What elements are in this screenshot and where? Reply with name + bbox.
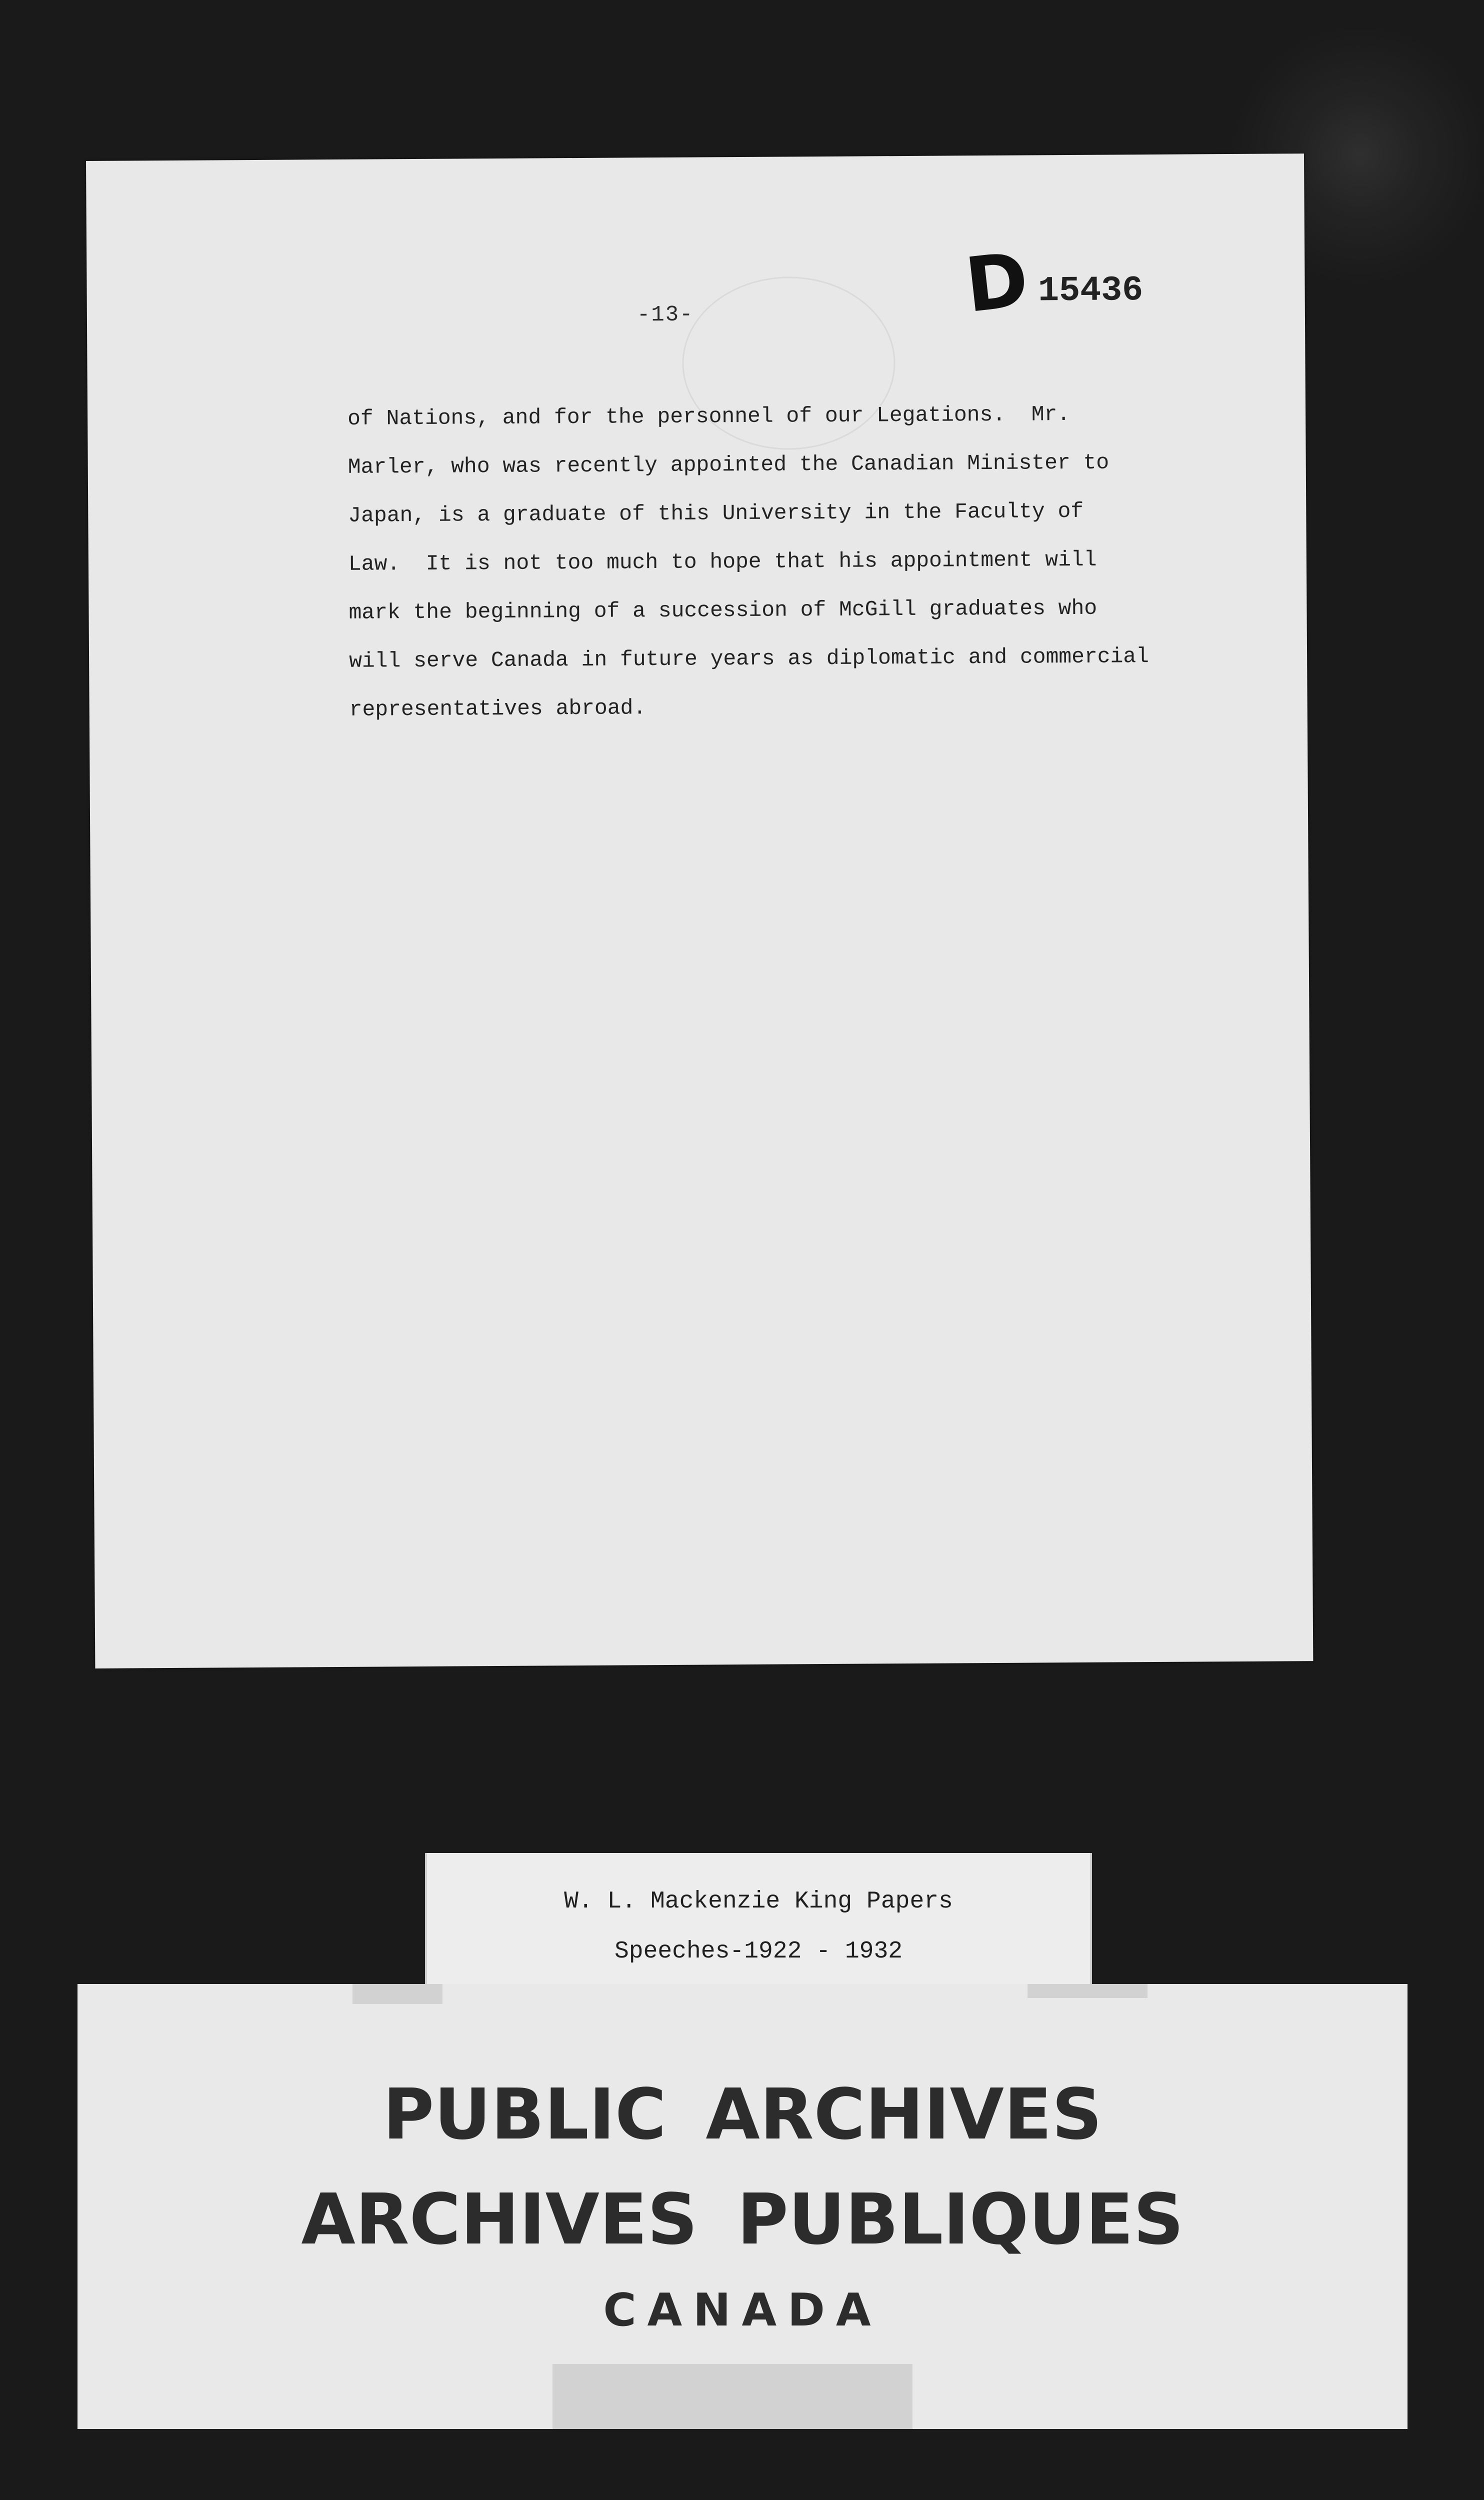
body-line: mark the beginning of a succession of McGill graduates who	[348, 596, 1098, 625]
collection-title: W. L. Mackenzie King Papers	[564, 1888, 953, 1915]
archives-title-french: ARCHIVES PUBLIQUES	[301, 2179, 1184, 2260]
archives-label	[78, 1984, 1408, 2429]
collection-label	[425, 1853, 1092, 1987]
document-id-letter: D	[961, 236, 1033, 330]
body-line: Marler, who was recently appointed the Canadian Minister to	[348, 450, 1110, 480]
body-line: of Nations, and for the personnel of our Legations. Mr.	[348, 402, 1070, 431]
archives-title-english: PUBLIC ARCHIVES	[382, 2074, 1102, 2156]
archives-country: CANADA	[603, 2284, 882, 2336]
collection-series: Speeches-1922 - 1932	[614, 1938, 903, 1965]
body-text	[348, 389, 1250, 734]
tape-strip	[1028, 1984, 1148, 1998]
page-number: -13-	[636, 302, 694, 328]
body-line: representatives abroad.	[349, 696, 646, 722]
tape-strip	[352, 1984, 442, 2004]
body-line: will serve Canada in future years as diplomatic and commercial	[348, 644, 1150, 674]
document-page	[86, 154, 1313, 1668]
tape-strip	[552, 2364, 912, 2429]
body-line: Japan, is a graduate of this University in the Faculty of	[348, 498, 1084, 528]
body-line: Law. It is not too much to hope that his appointment will	[348, 547, 1097, 576]
document-id-number: 15436	[1038, 271, 1144, 312]
document-id	[961, 236, 1144, 330]
